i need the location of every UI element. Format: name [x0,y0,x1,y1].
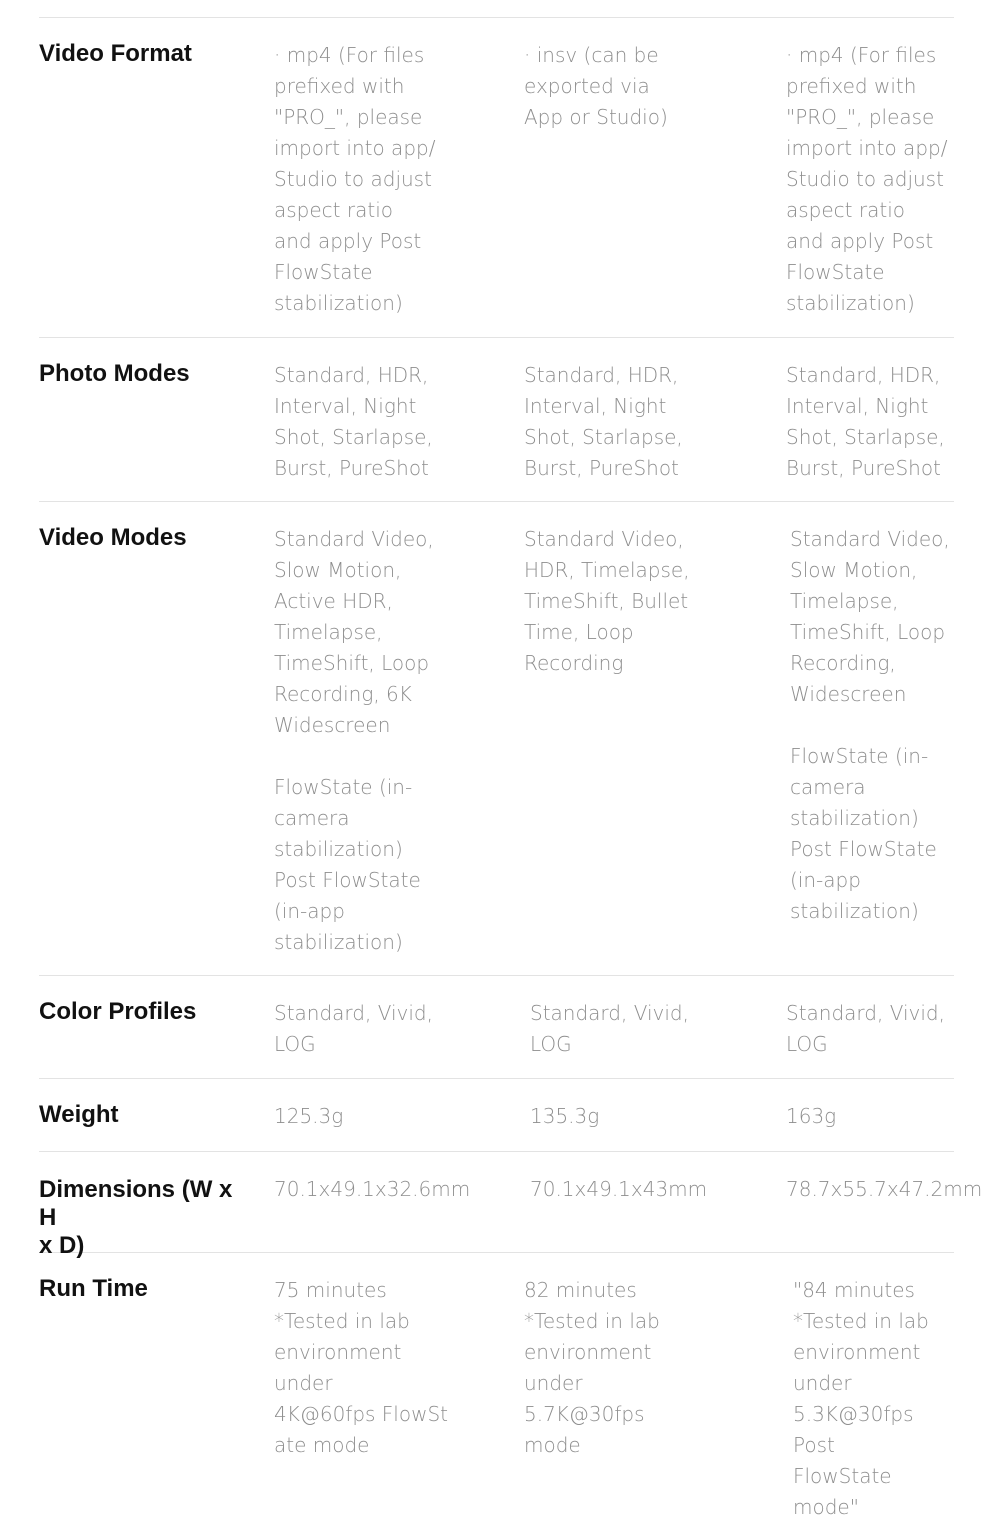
spec-label: Video Format [39,40,192,67]
spec-value: Standard Video, Slow Motion, Timelapse, TimeShift, Loop Recording, Widescreen FlowState (in- camera stabilization) Post FlowState (in-app stabilization) [790,527,950,923]
spec-row-dimensions [39,1152,983,1259]
spec-value: 70.1x49.1x43mm [530,1177,708,1201]
spec-label: Dimensions (W x H x D) [39,1176,233,1259]
spec-value: Standard, Vivid, LOG [274,1001,433,1056]
spec-label: Run Time [39,1275,148,1302]
spec-row-video-format [39,18,954,338]
spec-value: 82 minutes *Tested in lab environment under 5.7K@30fps mode [524,1278,660,1457]
spec-value: · mp4 (For files prefixed with "PRO_", please import into app/ Studio to adjust aspect ratio and apply Post FlowState stabilization) [274,43,436,315]
spec-label: Photo Modes [39,360,190,387]
spec-value: 78.7x55.7x47.2mm [786,1177,983,1201]
spec-value: 163g [786,1104,837,1128]
spec-label: Video Modes [39,524,187,551]
spec-row-photo-modes [39,338,954,502]
spec-row-weight [39,1079,954,1152]
spec-value: 75 minutes *Tested in lab environment under 4K@60fps FlowSt ate mode [274,1278,448,1457]
spec-value: Standard, HDR, Interval, Night Shot, Starlapse, Burst, PureShot [524,363,683,480]
spec-value: Standard, HDR, Interval, Night Shot, Starlapse, Burst, PureShot [274,363,433,480]
spec-value: "84 minutes *Tested in lab environment under 5.3K@30fps Post FlowState mode" [793,1278,929,1519]
spec-label: Weight [39,1101,119,1128]
spec-row-color-profiles [39,976,954,1079]
spec-row-video-modes [39,502,954,976]
spec-value: · insv (can be exported via App or Studio) [524,43,668,129]
spec-value: 135.3g [530,1104,600,1128]
spec-value: Standard, Vivid, LOG [530,1001,689,1056]
spec-row-run-time [39,1253,954,1519]
spec-value: Standard Video, HDR, Timelapse, TimeShift, Bullet Time, Loop Recording [524,527,690,675]
spec-value: 125.3g [274,1104,344,1128]
spec-value: · mp4 (For files prefixed with "PRO_", please import into app/ Studio to adjust aspect ratio and apply Post FlowState stabilization) [786,43,948,315]
spec-comparison-table [39,17,983,1519]
spec-value: Standard Video, Slow Motion, Active HDR, Timelapse, TimeShift, Loop Recording, 6K Widescreen FlowState (in- camera stabilization) Post FlowState (in-app stabilization) [274,527,434,954]
spec-value: Standard, HDR, Interval, Night Shot, Starlapse, Burst, PureShot [786,363,945,480]
spec-value: 70.1x49.1x32.6mm [274,1177,471,1201]
spec-value: Standard, Vivid, LOG [786,1001,945,1056]
spec-label: Color Profiles [39,998,197,1025]
